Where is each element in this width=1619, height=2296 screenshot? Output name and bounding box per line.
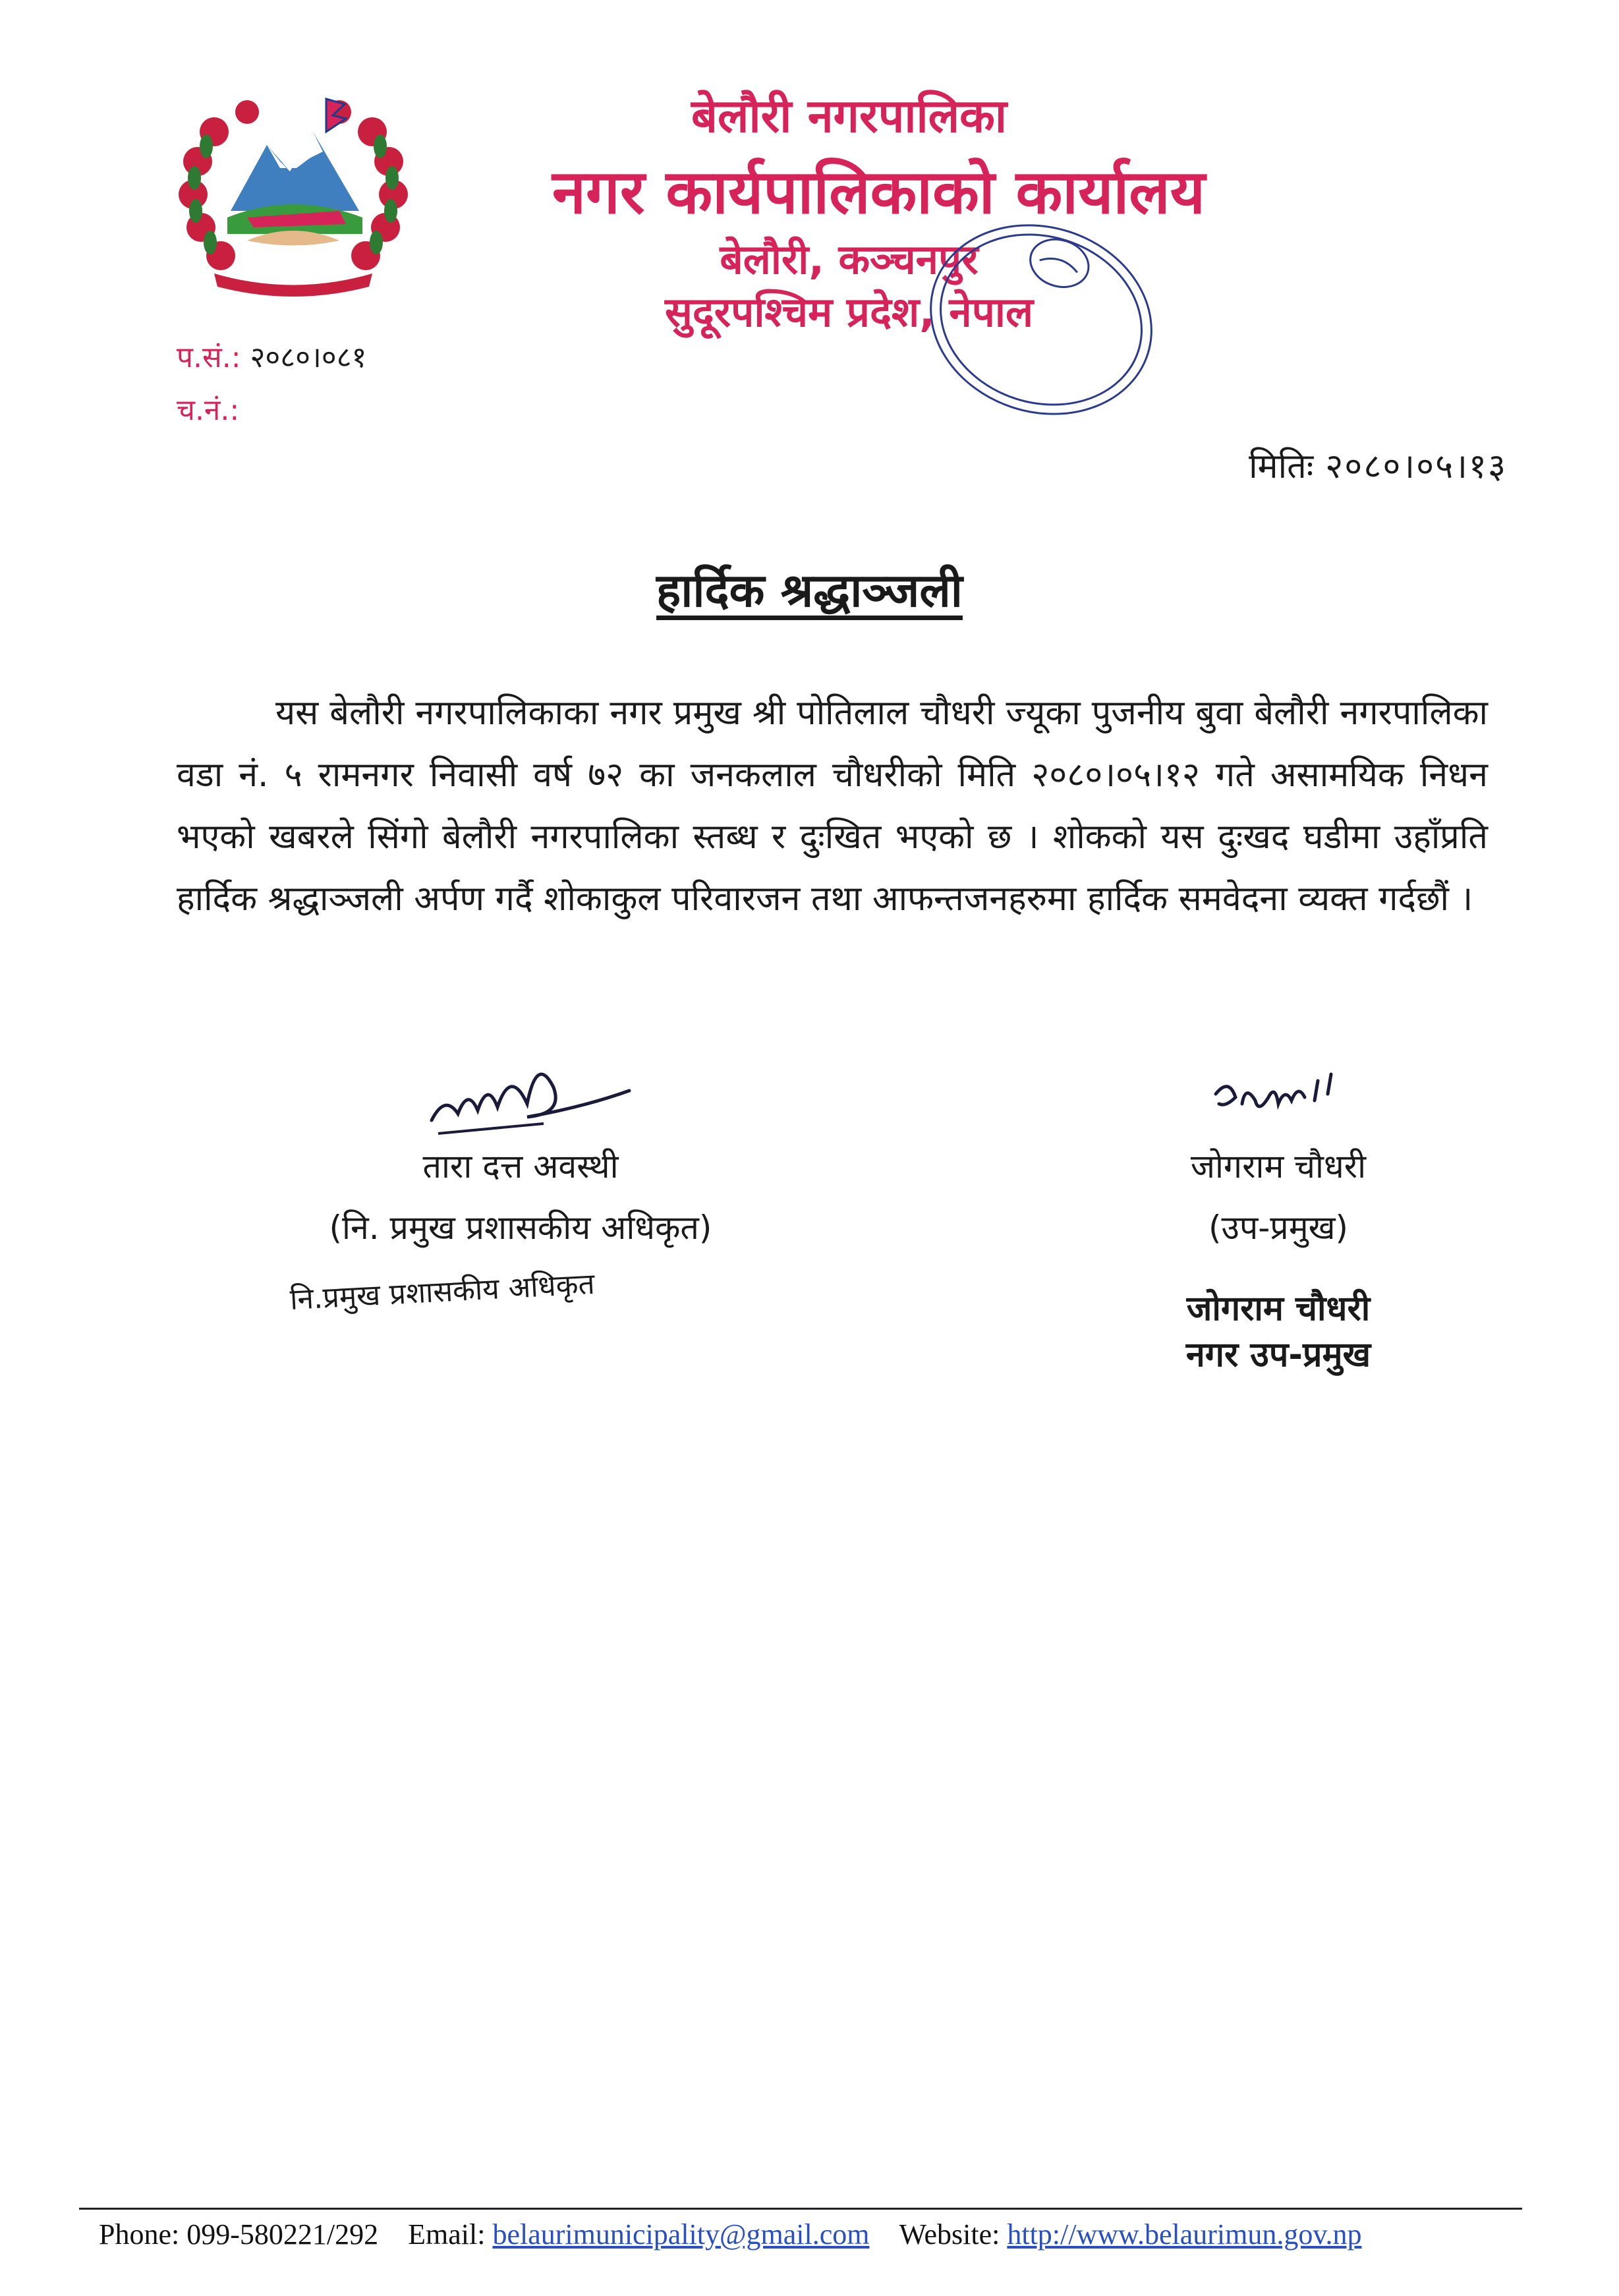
- dispatch-label: च.नं.:: [177, 393, 240, 427]
- office-name-line1: बेलौरी नगरपालिका: [691, 89, 1007, 143]
- phone-number: 099-580221/292: [186, 2218, 379, 2251]
- phone-label: Phone:: [99, 2218, 180, 2251]
- date-label: मितिः: [1249, 447, 1314, 486]
- footer-contact: [99, 2218, 1548, 2251]
- signatory-left-handwritten-title: नि.प्रमुख प्रशासकीय अधिकृत: [289, 1267, 596, 1317]
- website-label: Website:: [899, 2218, 1000, 2251]
- signature-right-icon: [1206, 1068, 1344, 1147]
- letter-body: यस बेलौरी नगरपालिकाका नगर प्रमुख श्री पोतिलाल चौधरी ज्यूका पुजनीय बुवा बेलौरी नगरपालिका वडा नं. ५ रामनगर निवासी वर्ष ७२ का जनकलाल चौधरीको मिति २०८०।०५।१२ गते असामयिक निधन भएको खबरले सिंगो बेलौरी नगरपालिका स्तब्ध र दुःखित भएको छ । शोकको यस दुःखद घडीमा उहाँप्रति हार्दिक श्रद्धाञ्जली अर्पण गर्दै शोकाकुल परिवारजन तथा आफन्तजनहरुमा हार्दिक समवेदना व्यक्त गर्दछौं ।: [177, 693, 1488, 919]
- signatory-right-stamp-title: नगर उप-प्रमुख: [1185, 1335, 1371, 1375]
- signature-left-icon: [412, 1041, 636, 1147]
- signatory-right-stamp-name: जोगराम चौधरी: [1186, 1289, 1371, 1329]
- email-label: Email:: [408, 2218, 486, 2251]
- letter-date: [1249, 442, 1507, 488]
- letter-title: हार्दिक श्रद्धाञ्जली: [656, 563, 963, 617]
- website-link[interactable]: http://www.belaurimun.gov.np: [1007, 2218, 1362, 2251]
- date-value: २०८०।०५।१३: [1325, 447, 1507, 486]
- email-link[interactable]: belaurimunicipality@gmail.com: [492, 2218, 870, 2251]
- reference-number: [177, 336, 366, 376]
- office-province-line: सुदूरपश्चिम प्रदेश, नेपाल: [664, 288, 1034, 336]
- dispatch-number: [177, 389, 248, 428]
- signatory-left-name: तारा दत्त अवस्थी: [422, 1147, 619, 1186]
- office-address-line: बेलौरी, कञ्चनपुर: [720, 235, 979, 283]
- signatory-left-title: (नि. प्रमुख प्रशासकीय अधिकृत): [329, 1209, 712, 1247]
- signatory-right-name: जोगराम चौधरी: [1190, 1147, 1367, 1186]
- office-stamp-icon: [916, 211, 1166, 428]
- reference-label: प.सं.:: [177, 341, 241, 374]
- signatory-right-title: (उप-प्रमुख): [1208, 1209, 1349, 1247]
- footer-divider: [79, 2208, 1522, 2210]
- office-name-line2: नगर कार्यपालिकाको कार्यालय: [552, 157, 1206, 227]
- reference-value: २०८०।०८१: [250, 341, 367, 374]
